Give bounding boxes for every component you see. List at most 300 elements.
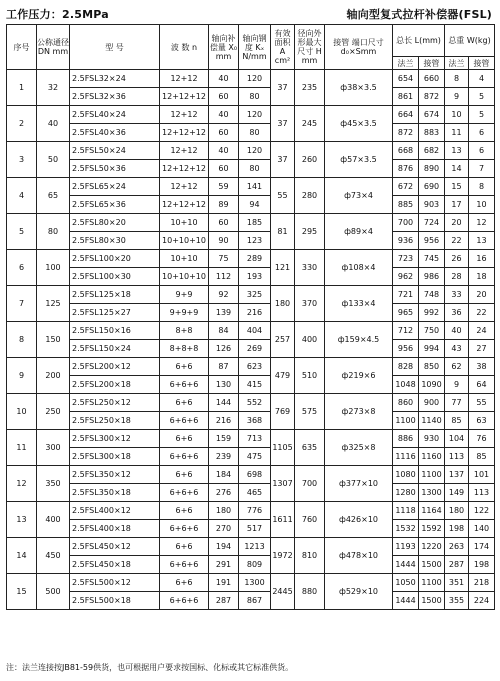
pipe-size-cell: ф108×4 <box>325 250 393 286</box>
table-row <box>7 70 495 88</box>
table-row <box>7 214 495 232</box>
stiffness-cell: 404 <box>239 322 271 340</box>
weight-flange-cell: 17 <box>445 196 469 214</box>
length-pipe-cell: 674 <box>419 106 445 124</box>
stiffness-cell: 1300 <box>239 574 271 592</box>
waves-cell: 10+10 <box>160 214 209 232</box>
pipe-size-cell: ф325×8 <box>325 430 393 466</box>
compensation-cell: 40 <box>209 106 239 124</box>
model-cell: 2.5FSL250×18 <box>70 412 160 430</box>
weight-pipe-cell: 113 <box>469 484 495 502</box>
weight-flange-cell: 85 <box>445 412 469 430</box>
length-flange-cell: 1080 <box>393 466 419 484</box>
waves-cell: 10+10+10 <box>160 232 209 250</box>
model-cell: 2.5FSL125×27 <box>70 304 160 322</box>
waves-cell: 8+8 <box>160 322 209 340</box>
length-pipe-cell: 748 <box>419 286 445 304</box>
compensation-cell: 144 <box>209 394 239 412</box>
length-pipe-cell: 1164 <box>419 502 445 520</box>
area-cell: 180 <box>271 286 295 322</box>
table-row <box>7 556 495 574</box>
header-model: 型 号 <box>70 25 160 70</box>
length-pipe-cell: 956 <box>419 232 445 250</box>
model-cell: 2.5FSL400×18 <box>70 520 160 538</box>
table-row <box>7 178 495 196</box>
length-pipe-cell: 890 <box>419 160 445 178</box>
length-pipe-cell: 930 <box>419 430 445 448</box>
length-pipe-cell: 1140 <box>419 412 445 430</box>
waves-cell: 6+6 <box>160 502 209 520</box>
waves-cell: 9+9 <box>160 286 209 304</box>
table-row <box>7 394 495 412</box>
weight-flange-cell: 263 <box>445 538 469 556</box>
seq-cell: 15 <box>7 574 37 610</box>
length-pipe-cell: 883 <box>419 124 445 142</box>
waves-cell: 6+6+6 <box>160 412 209 430</box>
seq-cell: 7 <box>7 286 37 322</box>
header-weight-flange: 法兰 <box>445 57 469 70</box>
weight-flange-cell: 180 <box>445 502 469 520</box>
length-flange-cell: 885 <box>393 196 419 214</box>
pipe-size-cell: ф133×4 <box>325 286 393 322</box>
area-cell: 37 <box>271 70 295 106</box>
document-title: 轴向型复式拉杆补偿器(FSL) <box>346 8 492 21</box>
weight-flange-cell: 10 <box>445 106 469 124</box>
length-pipe-cell: 750 <box>419 322 445 340</box>
length-pipe-cell: 900 <box>419 394 445 412</box>
weight-pipe-cell: 218 <box>469 574 495 592</box>
compensation-cell: 191 <box>209 574 239 592</box>
weight-pipe-cell: 6 <box>469 124 495 142</box>
weight-pipe-cell: 122 <box>469 502 495 520</box>
length-pipe-cell: 1160 <box>419 448 445 466</box>
model-cell: 2.5FSL500×18 <box>70 592 160 610</box>
dn-cell: 50 <box>37 142 70 178</box>
model-cell: 2.5FSL150×16 <box>70 322 160 340</box>
model-cell: 2.5FSL80×30 <box>70 232 160 250</box>
stiffness-cell: 415 <box>239 376 271 394</box>
waves-cell: 9+9+9 <box>160 304 209 322</box>
weight-pipe-cell: 101 <box>469 466 495 484</box>
length-flange-cell: 1116 <box>393 448 419 466</box>
pipe-size-cell: ф57×3.5 <box>325 142 393 178</box>
weight-flange-cell: 36 <box>445 304 469 322</box>
table-row <box>7 592 495 610</box>
model-cell: 2.5FSL32×24 <box>70 70 160 88</box>
waves-cell: 12+12 <box>160 106 209 124</box>
stiffness-cell: 698 <box>239 466 271 484</box>
compensation-cell: 126 <box>209 340 239 358</box>
compensation-cell: 90 <box>209 232 239 250</box>
table-row <box>7 124 495 142</box>
pipe-size-cell: ф45×3.5 <box>325 106 393 142</box>
length-pipe-cell: 724 <box>419 214 445 232</box>
table-row <box>7 520 495 538</box>
model-cell: 2.5FSL300×18 <box>70 448 160 466</box>
length-flange-cell: 1532 <box>393 520 419 538</box>
weight-flange-cell: 26 <box>445 250 469 268</box>
compensation-cell: 112 <box>209 268 239 286</box>
stiffness-cell: 1213 <box>239 538 271 556</box>
length-flange-cell: 668 <box>393 142 419 160</box>
weight-pipe-cell: 76 <box>469 430 495 448</box>
seq-cell: 6 <box>7 250 37 286</box>
seq-cell: 10 <box>7 394 37 430</box>
stiffness-cell: 475 <box>239 448 271 466</box>
weight-flange-cell: 20 <box>445 214 469 232</box>
compensation-cell: 59 <box>209 178 239 196</box>
dn-cell: 200 <box>37 358 70 394</box>
length-pipe-cell: 682 <box>419 142 445 160</box>
weight-pipe-cell: 55 <box>469 394 495 412</box>
length-flange-cell: 664 <box>393 106 419 124</box>
dn-cell: 32 <box>37 70 70 106</box>
table-row <box>7 106 495 124</box>
weight-flange-cell: 113 <box>445 448 469 466</box>
compensation-cell: 60 <box>209 214 239 232</box>
stiffness-cell: 141 <box>239 178 271 196</box>
stiffness-cell: 465 <box>239 484 271 502</box>
stiffness-cell: 120 <box>239 70 271 88</box>
dn-cell: 300 <box>37 430 70 466</box>
weight-flange-cell: 40 <box>445 322 469 340</box>
compensation-cell: 270 <box>209 520 239 538</box>
length-pipe-cell: 1500 <box>419 592 445 610</box>
length-pipe-cell: 986 <box>419 268 445 286</box>
compensation-cell: 180 <box>209 502 239 520</box>
weight-pipe-cell: 224 <box>469 592 495 610</box>
length-flange-cell: 654 <box>393 70 419 88</box>
length-flange-cell: 721 <box>393 286 419 304</box>
model-cell: 2.5FSL500×12 <box>70 574 160 592</box>
waves-cell: 6+6 <box>160 466 209 484</box>
weight-pipe-cell: 63 <box>469 412 495 430</box>
length-pipe-cell: 1300 <box>419 484 445 502</box>
model-cell: 2.5FSL400×12 <box>70 502 160 520</box>
length-pipe-cell: 1100 <box>419 466 445 484</box>
pipe-size-cell: ф273×8 <box>325 394 393 430</box>
seq-cell: 14 <box>7 538 37 574</box>
weight-flange-cell: 11 <box>445 124 469 142</box>
dn-cell: 150 <box>37 322 70 358</box>
weight-pipe-cell: 38 <box>469 358 495 376</box>
waves-cell: 6+6+6 <box>160 448 209 466</box>
model-cell: 2.5FSL150×24 <box>70 340 160 358</box>
compensation-cell: 139 <box>209 304 239 322</box>
weight-pipe-cell: 12 <box>469 214 495 232</box>
model-cell: 2.5FSL40×36 <box>70 124 160 142</box>
weight-flange-cell: 355 <box>445 592 469 610</box>
height-cell: 510 <box>295 358 325 394</box>
height-cell: 400 <box>295 322 325 358</box>
length-flange-cell: 1118 <box>393 502 419 520</box>
height-cell: 370 <box>295 286 325 322</box>
model-cell: 2.5FSL40×24 <box>70 106 160 124</box>
weight-flange-cell: 77 <box>445 394 469 412</box>
length-pipe-cell: 992 <box>419 304 445 322</box>
weight-flange-cell: 198 <box>445 520 469 538</box>
pipe-size-cell: ф377×10 <box>325 466 393 502</box>
table-row <box>7 412 495 430</box>
area-cell: 479 <box>271 358 295 394</box>
table-row <box>7 574 495 592</box>
area-cell: 1972 <box>271 538 295 574</box>
waves-cell: 6+6 <box>160 574 209 592</box>
dn-cell: 40 <box>37 106 70 142</box>
model-cell: 2.5FSL200×12 <box>70 358 160 376</box>
area-cell: 769 <box>271 394 295 430</box>
length-pipe-cell: 1500 <box>419 556 445 574</box>
compensation-cell: 216 <box>209 412 239 430</box>
weight-pipe-cell: 22 <box>469 304 495 322</box>
weight-flange-cell: 9 <box>445 88 469 106</box>
length-pipe-cell: 690 <box>419 178 445 196</box>
waves-cell: 6+6+6 <box>160 556 209 574</box>
length-flange-cell: 672 <box>393 178 419 196</box>
length-flange-cell: 712 <box>393 322 419 340</box>
working-pressure-label: 工作压力：2.5MPa <box>6 8 109 21</box>
weight-flange-cell: 13 <box>445 142 469 160</box>
model-cell: 2.5FSL65×24 <box>70 178 160 196</box>
compensation-cell: 92 <box>209 286 239 304</box>
model-cell: 2.5FSL300×12 <box>70 430 160 448</box>
length-flange-cell: 876 <box>393 160 419 178</box>
compensation-cell: 87 <box>209 358 239 376</box>
length-pipe-cell: 745 <box>419 250 445 268</box>
dn-cell: 450 <box>37 538 70 574</box>
header-area: 有效面积 A cm² <box>271 25 295 70</box>
stiffness-cell: 120 <box>239 142 271 160</box>
weight-pipe-cell: 16 <box>469 250 495 268</box>
table-row <box>7 250 495 268</box>
model-cell: 2.5FSL350×18 <box>70 484 160 502</box>
weight-pipe-cell: 7 <box>469 160 495 178</box>
model-cell: 2.5FSL65×36 <box>70 196 160 214</box>
height-cell: 575 <box>295 394 325 430</box>
model-cell: 2.5FSL100×30 <box>70 268 160 286</box>
compensation-cell: 40 <box>209 70 239 88</box>
length-flange-cell: 1444 <box>393 592 419 610</box>
height-cell: 260 <box>295 142 325 178</box>
weight-pipe-cell: 64 <box>469 376 495 394</box>
waves-cell: 12+12 <box>160 142 209 160</box>
weight-pipe-cell: 18 <box>469 268 495 286</box>
waves-cell: 6+6+6 <box>160 592 209 610</box>
spec-table <box>6 24 495 610</box>
seq-cell: 9 <box>7 358 37 394</box>
height-cell: 245 <box>295 106 325 142</box>
weight-flange-cell: 9 <box>445 376 469 394</box>
compensation-cell: 130 <box>209 376 239 394</box>
length-flange-cell: 965 <box>393 304 419 322</box>
weight-flange-cell: 287 <box>445 556 469 574</box>
length-flange-cell: 700 <box>393 214 419 232</box>
weight-flange-cell: 351 <box>445 574 469 592</box>
weight-flange-cell: 137 <box>445 466 469 484</box>
waves-cell: 12+12+12 <box>160 196 209 214</box>
weight-pipe-cell: 4 <box>469 70 495 88</box>
weight-pipe-cell: 140 <box>469 520 495 538</box>
stiffness-cell: 80 <box>239 88 271 106</box>
stiffness-cell: 289 <box>239 250 271 268</box>
weight-pipe-cell: 24 <box>469 322 495 340</box>
waves-cell: 10+10+10 <box>160 268 209 286</box>
compensation-cell: 239 <box>209 448 239 466</box>
length-pipe-cell: 1592 <box>419 520 445 538</box>
weight-pipe-cell: 174 <box>469 538 495 556</box>
waves-cell: 12+12+12 <box>160 124 209 142</box>
length-flange-cell: 860 <box>393 394 419 412</box>
model-cell: 2.5FSL450×18 <box>70 556 160 574</box>
table-row <box>7 448 495 466</box>
length-flange-cell: 1048 <box>393 376 419 394</box>
model-cell: 2.5FSL350×12 <box>70 466 160 484</box>
height-cell: 880 <box>295 574 325 610</box>
area-cell: 55 <box>271 178 295 214</box>
table-row <box>7 538 495 556</box>
header-length-pipe: 接管 <box>419 57 445 70</box>
length-flange-cell: 828 <box>393 358 419 376</box>
dn-cell: 350 <box>37 466 70 502</box>
model-cell: 2.5FSL200×18 <box>70 376 160 394</box>
table-row <box>7 196 495 214</box>
header-weight-pipe: 接管 <box>469 57 495 70</box>
dn-cell: 125 <box>37 286 70 322</box>
table-row <box>7 376 495 394</box>
stiffness-cell: 123 <box>239 232 271 250</box>
header-height: 径向外形最大尺寸 H mm <box>295 25 325 70</box>
waves-cell: 6+6+6 <box>160 484 209 502</box>
waves-cell: 6+6 <box>160 394 209 412</box>
length-pipe-cell: 872 <box>419 88 445 106</box>
weight-pipe-cell: 6 <box>469 142 495 160</box>
pipe-size-cell: ф478×10 <box>325 538 393 574</box>
header-waves: 波 数 n <box>160 25 209 70</box>
weight-pipe-cell: 8 <box>469 178 495 196</box>
pipe-size-cell: ф159×4.5 <box>325 322 393 358</box>
header-pipe-end: 接管 端口尺寸 d₀×Smm <box>325 25 393 70</box>
header-seq: 序号 <box>7 25 37 70</box>
stiffness-cell: 80 <box>239 160 271 178</box>
compensation-cell: 84 <box>209 322 239 340</box>
length-pipe-cell: 850 <box>419 358 445 376</box>
weight-flange-cell: 104 <box>445 430 469 448</box>
stiffness-cell: 216 <box>239 304 271 322</box>
area-cell: 257 <box>271 322 295 358</box>
pipe-size-cell: ф219×6 <box>325 358 393 394</box>
seq-cell: 13 <box>7 502 37 538</box>
table-row <box>7 88 495 106</box>
area-cell: 1105 <box>271 430 295 466</box>
height-cell: 810 <box>295 538 325 574</box>
weight-pipe-cell: 13 <box>469 232 495 250</box>
compensation-cell: 89 <box>209 196 239 214</box>
seq-cell: 5 <box>7 214 37 250</box>
length-pipe-cell: 903 <box>419 196 445 214</box>
weight-pipe-cell: 5 <box>469 106 495 124</box>
model-cell: 2.5FSL450×12 <box>70 538 160 556</box>
stiffness-cell: 809 <box>239 556 271 574</box>
area-cell: 121 <box>271 250 295 286</box>
height-cell: 635 <box>295 430 325 466</box>
compensation-cell: 287 <box>209 592 239 610</box>
length-flange-cell: 1100 <box>393 412 419 430</box>
model-cell: 2.5FSL80×20 <box>70 214 160 232</box>
length-flange-cell: 886 <box>393 430 419 448</box>
length-pipe-cell: 1100 <box>419 574 445 592</box>
area-cell: 2445 <box>271 574 295 610</box>
header-total-weight: 总重 W(kg) <box>445 25 495 57</box>
stiffness-cell: 185 <box>239 214 271 232</box>
compensation-cell: 40 <box>209 142 239 160</box>
compensation-cell: 276 <box>209 484 239 502</box>
waves-cell: 6+6 <box>160 538 209 556</box>
dn-cell: 400 <box>37 502 70 538</box>
seq-cell: 8 <box>7 322 37 358</box>
weight-pipe-cell: 198 <box>469 556 495 574</box>
table-row <box>7 502 495 520</box>
dn-cell: 500 <box>37 574 70 610</box>
weight-flange-cell: 22 <box>445 232 469 250</box>
length-pipe-cell: 1220 <box>419 538 445 556</box>
waves-cell: 12+12+12 <box>160 160 209 178</box>
stiffness-cell: 80 <box>239 124 271 142</box>
dn-cell: 65 <box>37 178 70 214</box>
seq-cell: 12 <box>7 466 37 502</box>
stiffness-cell: 120 <box>239 106 271 124</box>
header-stiffness: 轴向钢度 Kₓ N/mm <box>239 25 271 70</box>
weight-pipe-cell: 5 <box>469 88 495 106</box>
length-flange-cell: 861 <box>393 88 419 106</box>
stiffness-cell: 94 <box>239 196 271 214</box>
table-row <box>7 322 495 340</box>
table-row <box>7 142 495 160</box>
model-cell: 2.5FSL250×12 <box>70 394 160 412</box>
model-cell: 2.5FSL50×24 <box>70 142 160 160</box>
table-row <box>7 160 495 178</box>
stiffness-cell: 325 <box>239 286 271 304</box>
waves-cell: 6+6 <box>160 430 209 448</box>
waves-cell: 6+6+6 <box>160 520 209 538</box>
table-row <box>7 358 495 376</box>
weight-flange-cell: 28 <box>445 268 469 286</box>
stiffness-cell: 552 <box>239 394 271 412</box>
waves-cell: 10+10 <box>160 250 209 268</box>
header-compensation: 轴向补偿量 X₀ mm <box>209 25 239 70</box>
weight-flange-cell: 14 <box>445 160 469 178</box>
weight-flange-cell: 43 <box>445 340 469 358</box>
seq-cell: 3 <box>7 142 37 178</box>
model-cell: 2.5FSL50×36 <box>70 160 160 178</box>
stiffness-cell: 269 <box>239 340 271 358</box>
header-total-length: 总长 L(mm) <box>393 25 445 57</box>
table-row <box>7 304 495 322</box>
stiffness-cell: 517 <box>239 520 271 538</box>
length-pipe-cell: 994 <box>419 340 445 358</box>
seq-cell: 2 <box>7 106 37 142</box>
weight-pipe-cell: 85 <box>469 448 495 466</box>
table-row <box>7 430 495 448</box>
length-flange-cell: 1444 <box>393 556 419 574</box>
area-cell: 37 <box>271 142 295 178</box>
weight-flange-cell: 149 <box>445 484 469 502</box>
height-cell: 330 <box>295 250 325 286</box>
height-cell: 760 <box>295 502 325 538</box>
table-row <box>7 484 495 502</box>
stiffness-cell: 867 <box>239 592 271 610</box>
length-flange-cell: 872 <box>393 124 419 142</box>
stiffness-cell: 368 <box>239 412 271 430</box>
